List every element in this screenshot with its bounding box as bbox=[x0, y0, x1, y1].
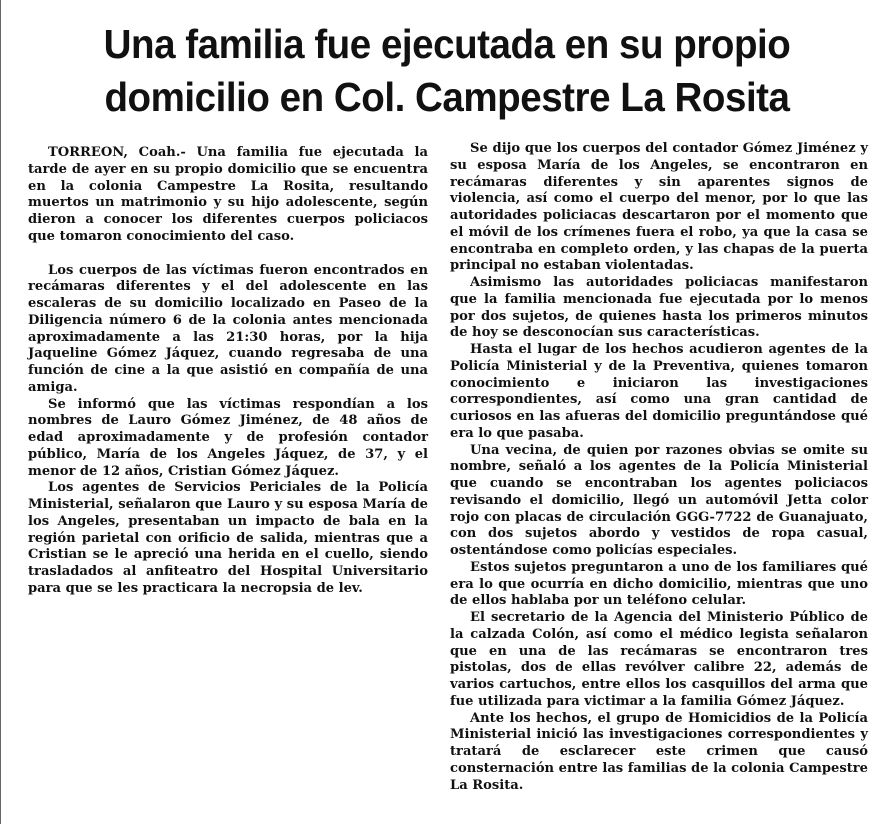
left-column bbox=[28, 145, 428, 598]
headline-line-1: Una familia fue ejecutada en su propio bbox=[103, 21, 791, 67]
paragraph: Estos sujetos preguntaron a uno de los familiares qué era lo que ocurría en dicho domicilio, mientras que uno de ellos hablaba por un teléfono celular. bbox=[450, 559, 868, 609]
paragraph: Se informó que las víctimas respondían a los nombres de Lauro Gómez Jiménez, de 48 años de edad aproximadamente y de profesión contador público, María de los Angeles Jáquez, de 37, y el menor de 12 años, Cristian Gómez Jáquez. bbox=[28, 396, 428, 479]
paragraph: Los agentes de Servicios Periciales de la Policía Ministerial, señalaron que Lauro y su esposa María de los Angeles, presentaban un impacto de bala en la región parietal con orificio de salida, mientras que a Cristian se le apreció una herida en el cuello, siendo trasladados al anfiteatro del Hospital Universitario para que se les practicara la necropsia de lev. bbox=[28, 480, 428, 596]
headline-line-2: domicilio en Col. Campestre La Rosita bbox=[104, 74, 790, 120]
paragraph: Una vecina, de quien por razones obvias se omite su nombre, señaló a los agentes de la Policía Ministerial que cuando se encontraban los agentes policiacos revisando el domicilio, llegó un automóvil Jetta color rojo con placas de circulación GGG-7722 de Guanajuato, con dos sujetos abordo y vestidos de ropa casual, ostentándose como policías especiales. bbox=[450, 442, 868, 558]
paragraph: Se dijo que los cuerpos del contador Gómez Jiménez y su esposa María de los Angeles, se encontraron en recámaras diferentes y sin aparentes signos de violencia, así como el cuerpo del menor, por lo que las autoridades policiacas descartaron por el momento que el móvil de los crímenes fuera el robo, ya que la casa se encontraba en completo orden, y las chapas de la puerta principal no estaban violentadas. bbox=[450, 141, 868, 274]
paragraph: Ante los hechos, el grupo de Homicidios de la Policía Ministerial inició las investigaciones correspondientes y tratará de esclarecer este crimen que causó consternación entre las familias de la colonia Campestre La Rosita. bbox=[450, 710, 868, 793]
paragraph: Los cuerpos de las víctimas fueron encontrados en recámaras diferentes y el del adolescente en las escaleras de su domicilio localizado en Paseo de la Diligencia número 6 de la colonia antes mencionada aproximadamente a las 21:30 horas, por la hija Jaqueline Gómez Jáquez, cuando regresaba de una función de cine a la que asistió en compañía de una amiga. bbox=[28, 262, 428, 395]
paragraph: Asimismo las autoridades policiacas manifestaron que la familia mencionada fue ejecutada por lo menos por dos sujetos, de quienes hasta los primeros minutos de hoy se desconocían sus características. bbox=[450, 275, 868, 341]
headline bbox=[34, 18, 859, 124]
paragraph: Hasta el lugar de los hechos acudieron agentes de la Policía Ministerial y de la Preventiva, quienes tomaron conocimiento e iniciaron las investigaciones correspondientes, así como una gran cantidad de curiosos en las afueras del domicilio preguntándose qué era lo que pasaba. bbox=[450, 342, 868, 441]
paragraph-lead: TORREON, Coah.- Una familia fue ejecutada la tarde de ayer en su propio domicilio que se encuentra en la colonia Campestre La Rosita, resultando muertos un matrimonio y su hijo adolescente, según dieron a conocer los diferentes cuerpos policiacos que tomaron conocimiento del caso. bbox=[28, 145, 428, 244]
paragraph: El secretario de la Agencia del Ministerio Público de la calzada Colón, así como el médico legista señalaron que en una de las recámaras se encontraron tres pistolas, dos de ellas revólver calibre 22, además de varios cartuchos, entre ellos los casquillos del arma que fue utilizada para victimar a la familia Gómez Jáquez. bbox=[450, 610, 868, 709]
page-edge-rule bbox=[0, 0, 1, 824]
right-column bbox=[450, 141, 868, 794]
